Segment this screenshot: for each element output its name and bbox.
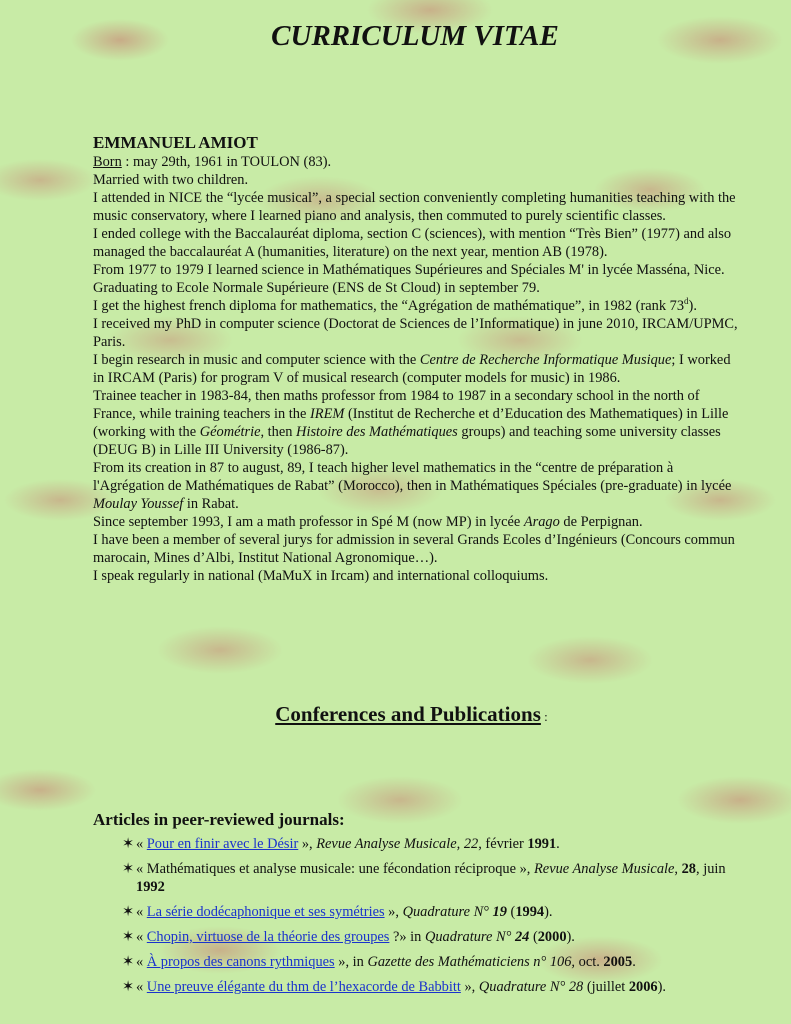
ens-line: Graduating to Ecole Normale Supérieure (ENS de St Cloud) in september 79. bbox=[93, 280, 540, 296]
star-bullet-icon: ✶ bbox=[122, 861, 135, 877]
article-link[interactable]: Pour en finir avec le Désir bbox=[146, 836, 299, 852]
star-bullet-icon: ✶ bbox=[122, 836, 135, 852]
articles-heading: Articles in peer-reviewed journals: bbox=[93, 810, 345, 829]
list-item: ✶ « Mathématiques et analyse musicale: une fécondation réciproque », Revue Analyse Musicale, 28, juin 1992 bbox=[122, 861, 726, 895]
list-item: ✶ « Une preuve élégante du thm de l’hexacorde de Babbitt », Quadrature N° 28 (juillet 2006). bbox=[122, 979, 666, 995]
article-link[interactable]: Une preuve élégante du thm de l’hexacorde de Babbitt bbox=[146, 979, 461, 995]
bac-line: I ended college with the Baccalauréat diploma, section C (sciences), with mention “Très Bien” (1977) and also managed the baccalauréat A (humanities, literature) on the next year, mention AB (1978). bbox=[93, 226, 732, 260]
article-link[interactable]: À propos des canons rythmiques bbox=[146, 954, 335, 970]
phd-line: I received my PhD in computer science (Doctorat de Sciences de l’Informatique) in june 2010, IRCAM/UPMC, Paris. bbox=[93, 316, 738, 350]
biography bbox=[93, 133, 738, 585]
prepa-line: From 1977 to 1979 I learned science in Mathématiques Supérieures and Spéciales M' in lycée Masséna, Nice. bbox=[93, 262, 725, 278]
list-item: ✶ « Pour en finir avec le Désir », Revue Analyse Musicale, 22, février 1991. bbox=[122, 836, 560, 852]
list-item: ✶ « Chopin, virtuose de la théorie des groupes ?» in Quadrature N° 24 (2000). bbox=[122, 929, 575, 945]
star-bullet-icon: ✶ bbox=[122, 929, 135, 945]
born-label: Born bbox=[93, 154, 122, 170]
married-line: Married with two children. bbox=[93, 172, 249, 188]
star-bullet-icon: ✶ bbox=[122, 904, 135, 920]
articles-list bbox=[122, 835, 734, 1003]
list-item: ✶ « La série dodécaphonique et ses symétries », Quadrature N° 19 (1994). bbox=[122, 904, 553, 920]
article-link[interactable]: Chopin, virtuose de la théorie des groupes bbox=[146, 929, 390, 945]
section-title: Conferences and Publications : bbox=[275, 702, 548, 726]
star-bullet-icon: ✶ bbox=[122, 979, 135, 995]
arago-line: Since september 1993, I am a math professor in Spé M (now MP) in lycée Arago de Perpignan. bbox=[93, 514, 643, 530]
born-line: Born : may 29th, 1961 in TOULON (83). bbox=[93, 154, 332, 170]
person-name: EMMANUEL AMIOT bbox=[93, 133, 258, 152]
rabat-line: From its creation in 87 to august, 89, I teach higher level mathematics in the “centre de préparation à l'Agrégation de Mathématiques de Rabat” (Morocco), then in Mathématiques Spéciales (pre-graduate) in lycée Moulay Youssef in Rabat. bbox=[93, 460, 732, 512]
research-line: I begin research in music and computer science with the Centre de Recherche Informatique Musique; I worked in IRCAM (Paris) for program V of musical research (computer models for music) in 1986. bbox=[93, 352, 731, 386]
star-bullet-icon: ✶ bbox=[122, 954, 135, 970]
page-title: CURRICULUM VITAE bbox=[271, 20, 559, 52]
agregation-line: I get the highest french diploma for mathematics, the “Agrégation de mathématique”, in 1982 (rank 73$^d$). bbox=[93, 296, 697, 314]
list-item: ✶ « À propos des canons rythmiques », in Gazette des Mathématiciens n° 106, oct. 2005. bbox=[122, 954, 636, 970]
colloquium-line: I speak regularly in national (MaMuX in Ircam) and international colloquiums. bbox=[93, 568, 549, 584]
trainee-line: Trainee teacher in 1983-84, then maths professor from 1984 to 1987 in a secondary school in the north of France, while training teachers in the IREM (Institut de Recherche et d’Education des Mathematiques) in Lille (working with the Géométrie, then Histoire des Mathématiques groups) and teaching some university classes (DEUG B) in Lille III University (1986-87). bbox=[93, 388, 729, 458]
lycee-line: I attended in NICE the “lycée musical”, a special section conveniently completing humanities teaching with the music conservatory, where I learned piano and analysis, then commuted to purely scientific classes. bbox=[93, 190, 736, 224]
article-link[interactable]: La série dodécaphonique et ses symétries bbox=[146, 904, 385, 920]
jury-line: I have been a member of several jurys for admission in several Grands Ecoles d’Ingénieurs (Concours commun marocain, Mines d’Albi, Institut National Agronomique…). bbox=[93, 532, 735, 566]
